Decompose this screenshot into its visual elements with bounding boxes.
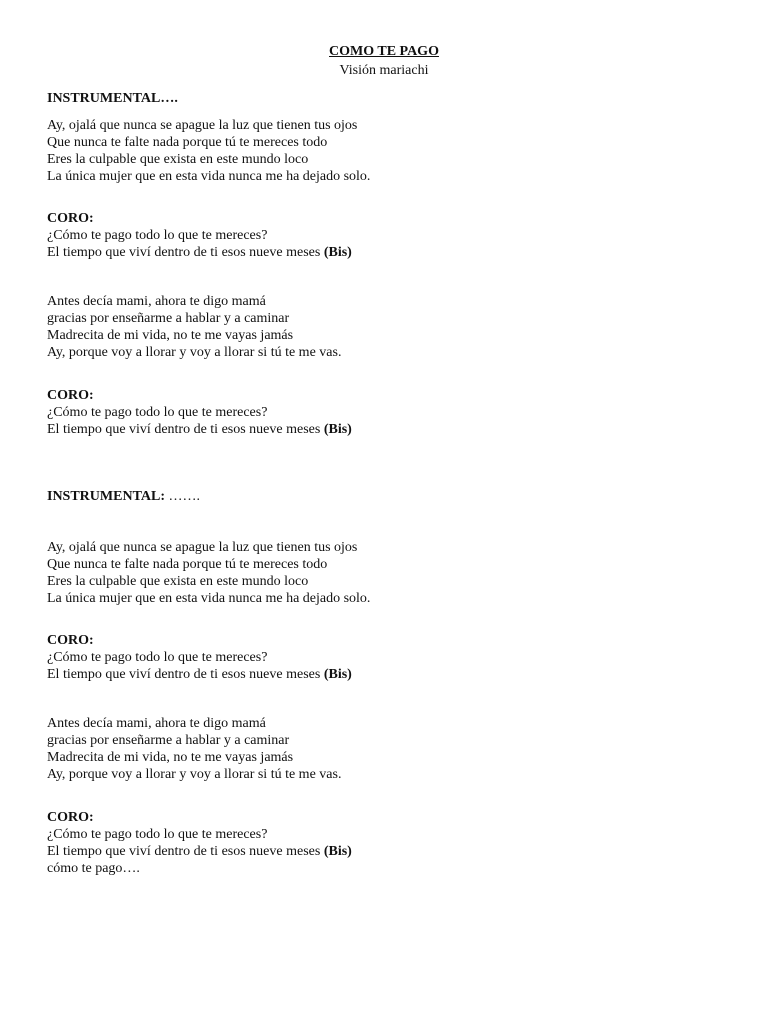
instrumental-intro <box>47 90 727 107</box>
lyric-line: Que nunca te falte nada porque tú te mereces todo <box>47 135 328 150</box>
lyric-line: gracias por enseñarme a hablar y a caminar <box>47 311 290 326</box>
instrumental-dots: ……. <box>164 489 200 504</box>
lyric-line: La única mujer que en esta vida nunca me ha dejado solo. <box>47 591 371 606</box>
lyric-line-with-bis <box>47 244 727 261</box>
section-heading: INSTRUMENTAL: <box>47 489 165 504</box>
instrumental-line <box>47 488 727 505</box>
bis-marker: (Bis) <box>323 245 352 260</box>
lyric-line: Ay, porque voy a llorar y voy a llorar si tú te me vas. <box>47 345 342 360</box>
lyric-line: Ay, ojalá que nunca se apague la luz que tienen tus ojos <box>47 540 358 555</box>
section-heading: CORO: <box>47 810 94 825</box>
lyric-line-with-bis <box>47 421 727 438</box>
lyric-line: Madrecita de mi vida, no te me vayas jamás <box>47 328 294 343</box>
verse-1 <box>47 117 727 185</box>
song-title: COMO TE PAGO <box>329 44 439 59</box>
lyric-line-with-bis <box>47 666 727 683</box>
instrumental-break <box>47 488 727 505</box>
section-heading: INSTRUMENTAL…. <box>47 91 178 106</box>
bis-marker: (Bis) <box>323 422 352 437</box>
lyric-text: El tiempo que viví dentro de ti esos nueve meses <box>47 844 321 859</box>
lyric-text: El tiempo que viví dentro de ti esos nueve meses <box>47 667 321 682</box>
lyric-line: gracias por enseñarme a hablar y a caminar <box>47 733 290 748</box>
lyric-text: El tiempo que viví dentro de ti esos nueve meses <box>47 422 321 437</box>
lyric-line: ¿Cómo te pago todo lo que te mereces? <box>47 650 268 665</box>
section-heading: CORO: <box>47 388 94 403</box>
lyric-line: La única mujer que en esta vida nunca me ha dejado solo. <box>47 169 371 184</box>
lyric-text: El tiempo que viví dentro de ti esos nueve meses <box>47 245 321 260</box>
bis-marker: (Bis) <box>323 667 352 682</box>
chorus-4 <box>47 809 727 877</box>
lyric-line-with-bis <box>47 843 727 860</box>
verse-3 <box>47 539 727 607</box>
lyric-line: ¿Cómo te pago todo lo que te mereces? <box>47 228 268 243</box>
bis-marker: (Bis) <box>323 844 352 859</box>
lyric-line: ¿Cómo te pago todo lo que te mereces? <box>47 827 268 842</box>
verse-4 <box>47 715 727 783</box>
lyric-line: Ay, porque voy a llorar y voy a llorar si tú te me vas. <box>47 767 342 782</box>
chorus-1 <box>47 210 727 261</box>
lyric-line: Ay, ojalá que nunca se apague la luz que tienen tus ojos <box>47 118 358 133</box>
lyric-line: Que nunca te falte nada porque tú te mereces todo <box>47 557 328 572</box>
lyric-line: Antes decía mami, ahora te digo mamá <box>47 294 266 309</box>
section-heading: CORO: <box>47 211 94 226</box>
chorus-2 <box>47 387 727 438</box>
lyric-line: Madrecita de mi vida, no te me vayas jamás <box>47 750 294 765</box>
chorus-3 <box>47 632 727 683</box>
verse-2 <box>47 293 727 361</box>
lyric-line: Antes decía mami, ahora te digo mamá <box>47 716 266 731</box>
section-heading: CORO: <box>47 633 94 648</box>
lyric-line: Eres la culpable que exista en este mundo loco <box>47 574 309 589</box>
song-artist: Visión mariachi <box>339 63 429 78</box>
outro-line: cómo te pago…. <box>47 861 140 876</box>
lyric-line: Eres la culpable que exista en este mundo loco <box>47 152 309 167</box>
lyric-line: ¿Cómo te pago todo lo que te mereces? <box>47 405 268 420</box>
